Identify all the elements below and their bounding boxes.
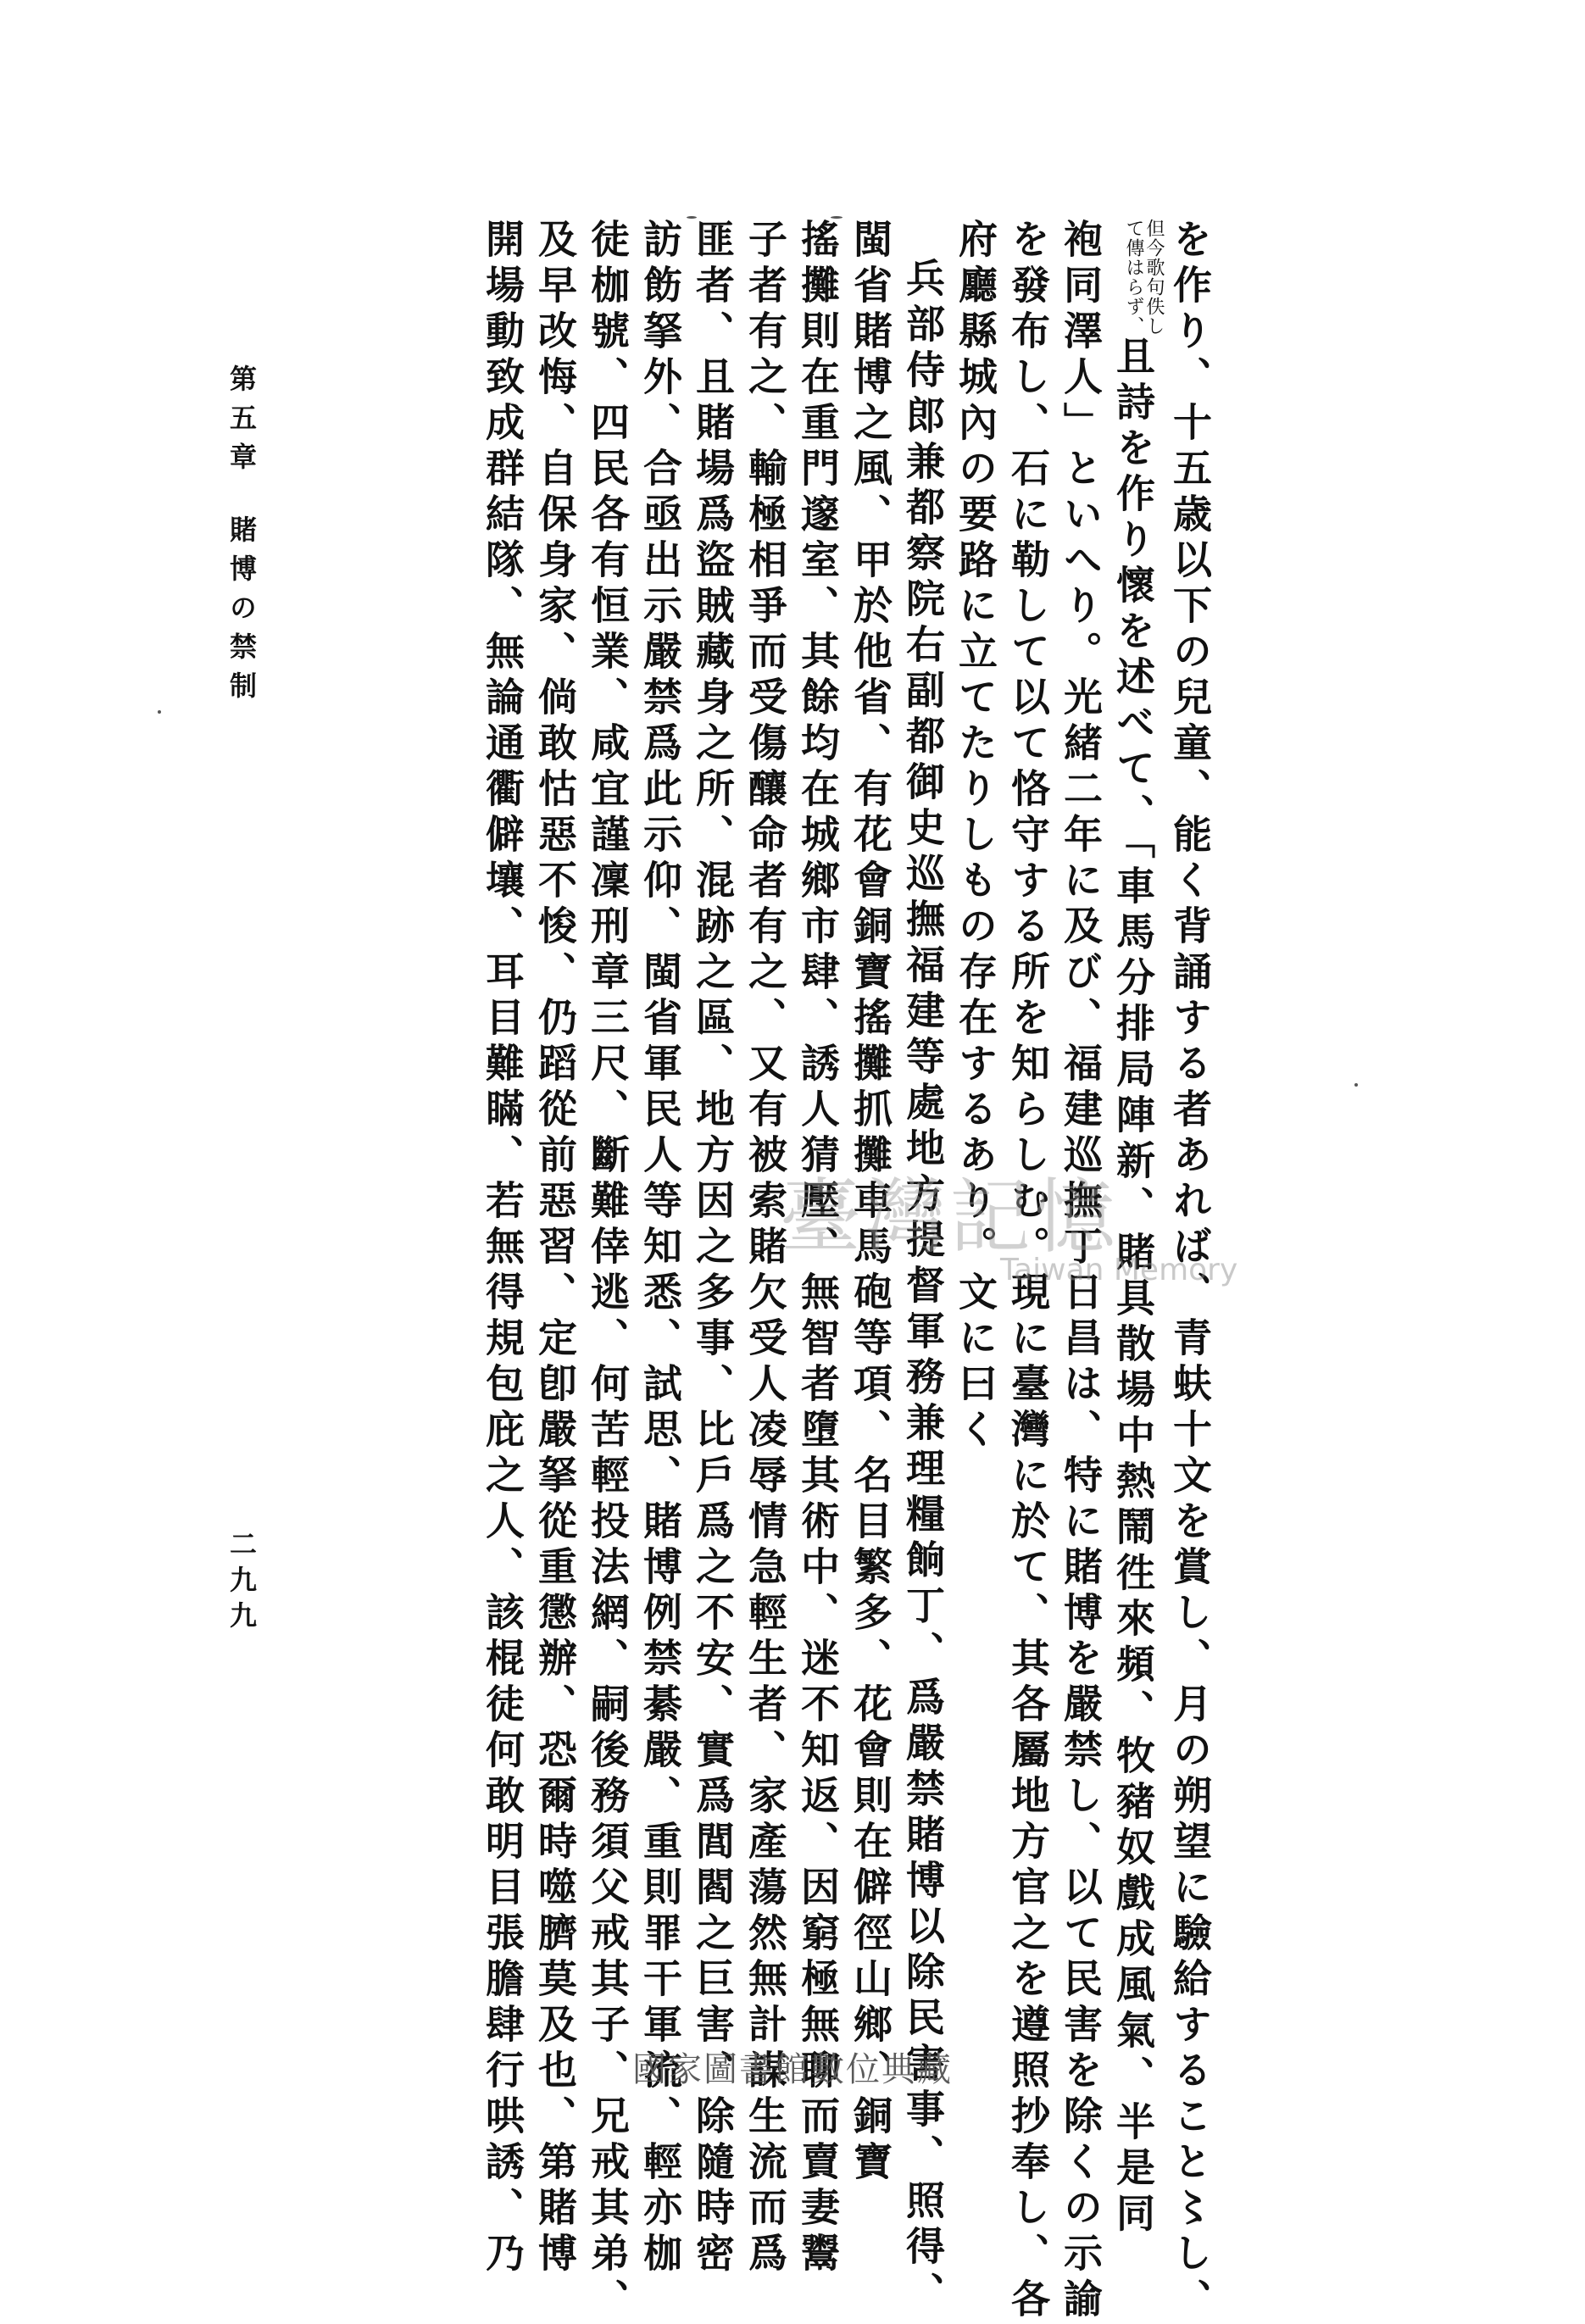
text-column-10 (687, 219, 739, 2278)
chapter-label: 第五章 (225, 364, 258, 481)
column-text: 府廳縣城內の要路に立てたりしもの存在するあり。文に曰く (953, 219, 998, 1454)
watermark-subtitle: Taiwan Memory (1000, 1253, 1238, 1287)
text-column-12 (581, 219, 634, 2324)
inline-annotation (1123, 219, 1164, 336)
column-text: 訪飭拏外、合亟出示嚴禁爲此示仰、閩省軍民人等知悉、試思、賭博例禁綦嚴、重則罪干軍流、輕亦枷 (637, 219, 683, 2278)
text-column-6 (897, 219, 949, 2317)
text-column-3 (1054, 219, 1107, 2324)
text-column-1 (1164, 219, 1216, 2324)
text-column-8 (792, 219, 844, 2278)
column-text: 及早改悔、自保身家、倘敢怙惡不悛、仍蹈從前惡習、定卽嚴拏從重懲辦、恐爾時噬臍莫及也、第賭博 (532, 219, 578, 2278)
column-text: 閩省賭博之風、甲於他省、有花會銅寶搖攤抓攤車馬砲等項、名目繁多、花會則在僻徑山鄉、銅寶 (848, 219, 893, 2187)
scan-speck (687, 216, 697, 219)
column-text: 搖攤則在重門邃室、其餘均在城鄉市肆、誘人猜壓、無智者墮其術中、迷不知返、因窮極無聊而賣妻鬻 (795, 219, 841, 2278)
chapter-title: 賭博の禁制 (225, 515, 258, 710)
column-text: 袍同澤人」といへり。光緒二年に及び、福建巡撫丁日昌は、特に賭博を嚴禁し、以て民害を除くの示諭 (1058, 219, 1104, 2324)
column-text: 子者有之、輸極相爭而受傷釀命者有之、又有被索賭欠受人凌辱情急輕生者、家產蕩然無計謀生流而爲 (742, 219, 788, 2278)
column-text: 開場動致成群結隊、無論通衢僻壤、耳目難瞞、若無得規包庇之人、該棍徒何敢明目張膽肆行哄誘、乃 (480, 219, 526, 2278)
scan-speck (831, 216, 843, 219)
annotation-line-b: て傳はらず、 (1123, 219, 1144, 336)
column-text: 且詩を作り懷を述べて、「車馬分排局陣新、賭具散場中熱鬧徃來頻、牧豬奴戲成風氣、半是同 (1110, 336, 1156, 2238)
column-text: を發布し、石に勒して以て恪守する所を知らしむ。現に臺灣に於て、其各屬地方官之を遵照抄奉し、各 (1005, 219, 1051, 2324)
footer-caption: 國家圖書館數位典藏 (632, 2050, 953, 2089)
watermark-text: 臺灣記憶 (780, 1170, 1119, 1265)
scan-speck (1354, 1083, 1358, 1087)
column-text: 兵部侍郎兼都察院右副都御史巡撫福建等處地方提督軍務兼理糧餉丁、爲嚴禁賭博以除民害事、照得、 (900, 258, 946, 2317)
text-column-4 (1002, 219, 1054, 2324)
text-column-5 (949, 219, 1002, 1965)
column-text: 徒枷號、四民各有恒業、咸宜謹凜刑章三尺、斷難倖逃、何苦輕投法網、嗣後務須父戒其子、兄戒其弟、 (585, 219, 631, 2324)
page-number: 二九九 (225, 1530, 258, 1637)
text-column-13 (529, 219, 581, 2278)
text-column-2 (1107, 219, 1165, 2238)
text-column-7 (844, 219, 897, 2187)
text-column-14 (476, 219, 529, 2278)
column-text: 匪者、且賭場爲盜賊藏身之所、混跡之區、地方因之多事、比戶爲之不安、實爲閭閻之巨害、除隨時密 (690, 219, 736, 2278)
column-text: を作り、十五歳以下の兒童、能く背誦する者あれば、青蚨十文を賞し、月の朔望に驗給すること〻し、 (1167, 219, 1213, 2324)
text-column-9 (739, 219, 792, 2278)
text-column-11 (634, 219, 687, 2278)
scan-speck (158, 710, 161, 714)
running-header (222, 364, 261, 710)
annotation-line-a: 但今歌句佚し (1143, 219, 1165, 336)
